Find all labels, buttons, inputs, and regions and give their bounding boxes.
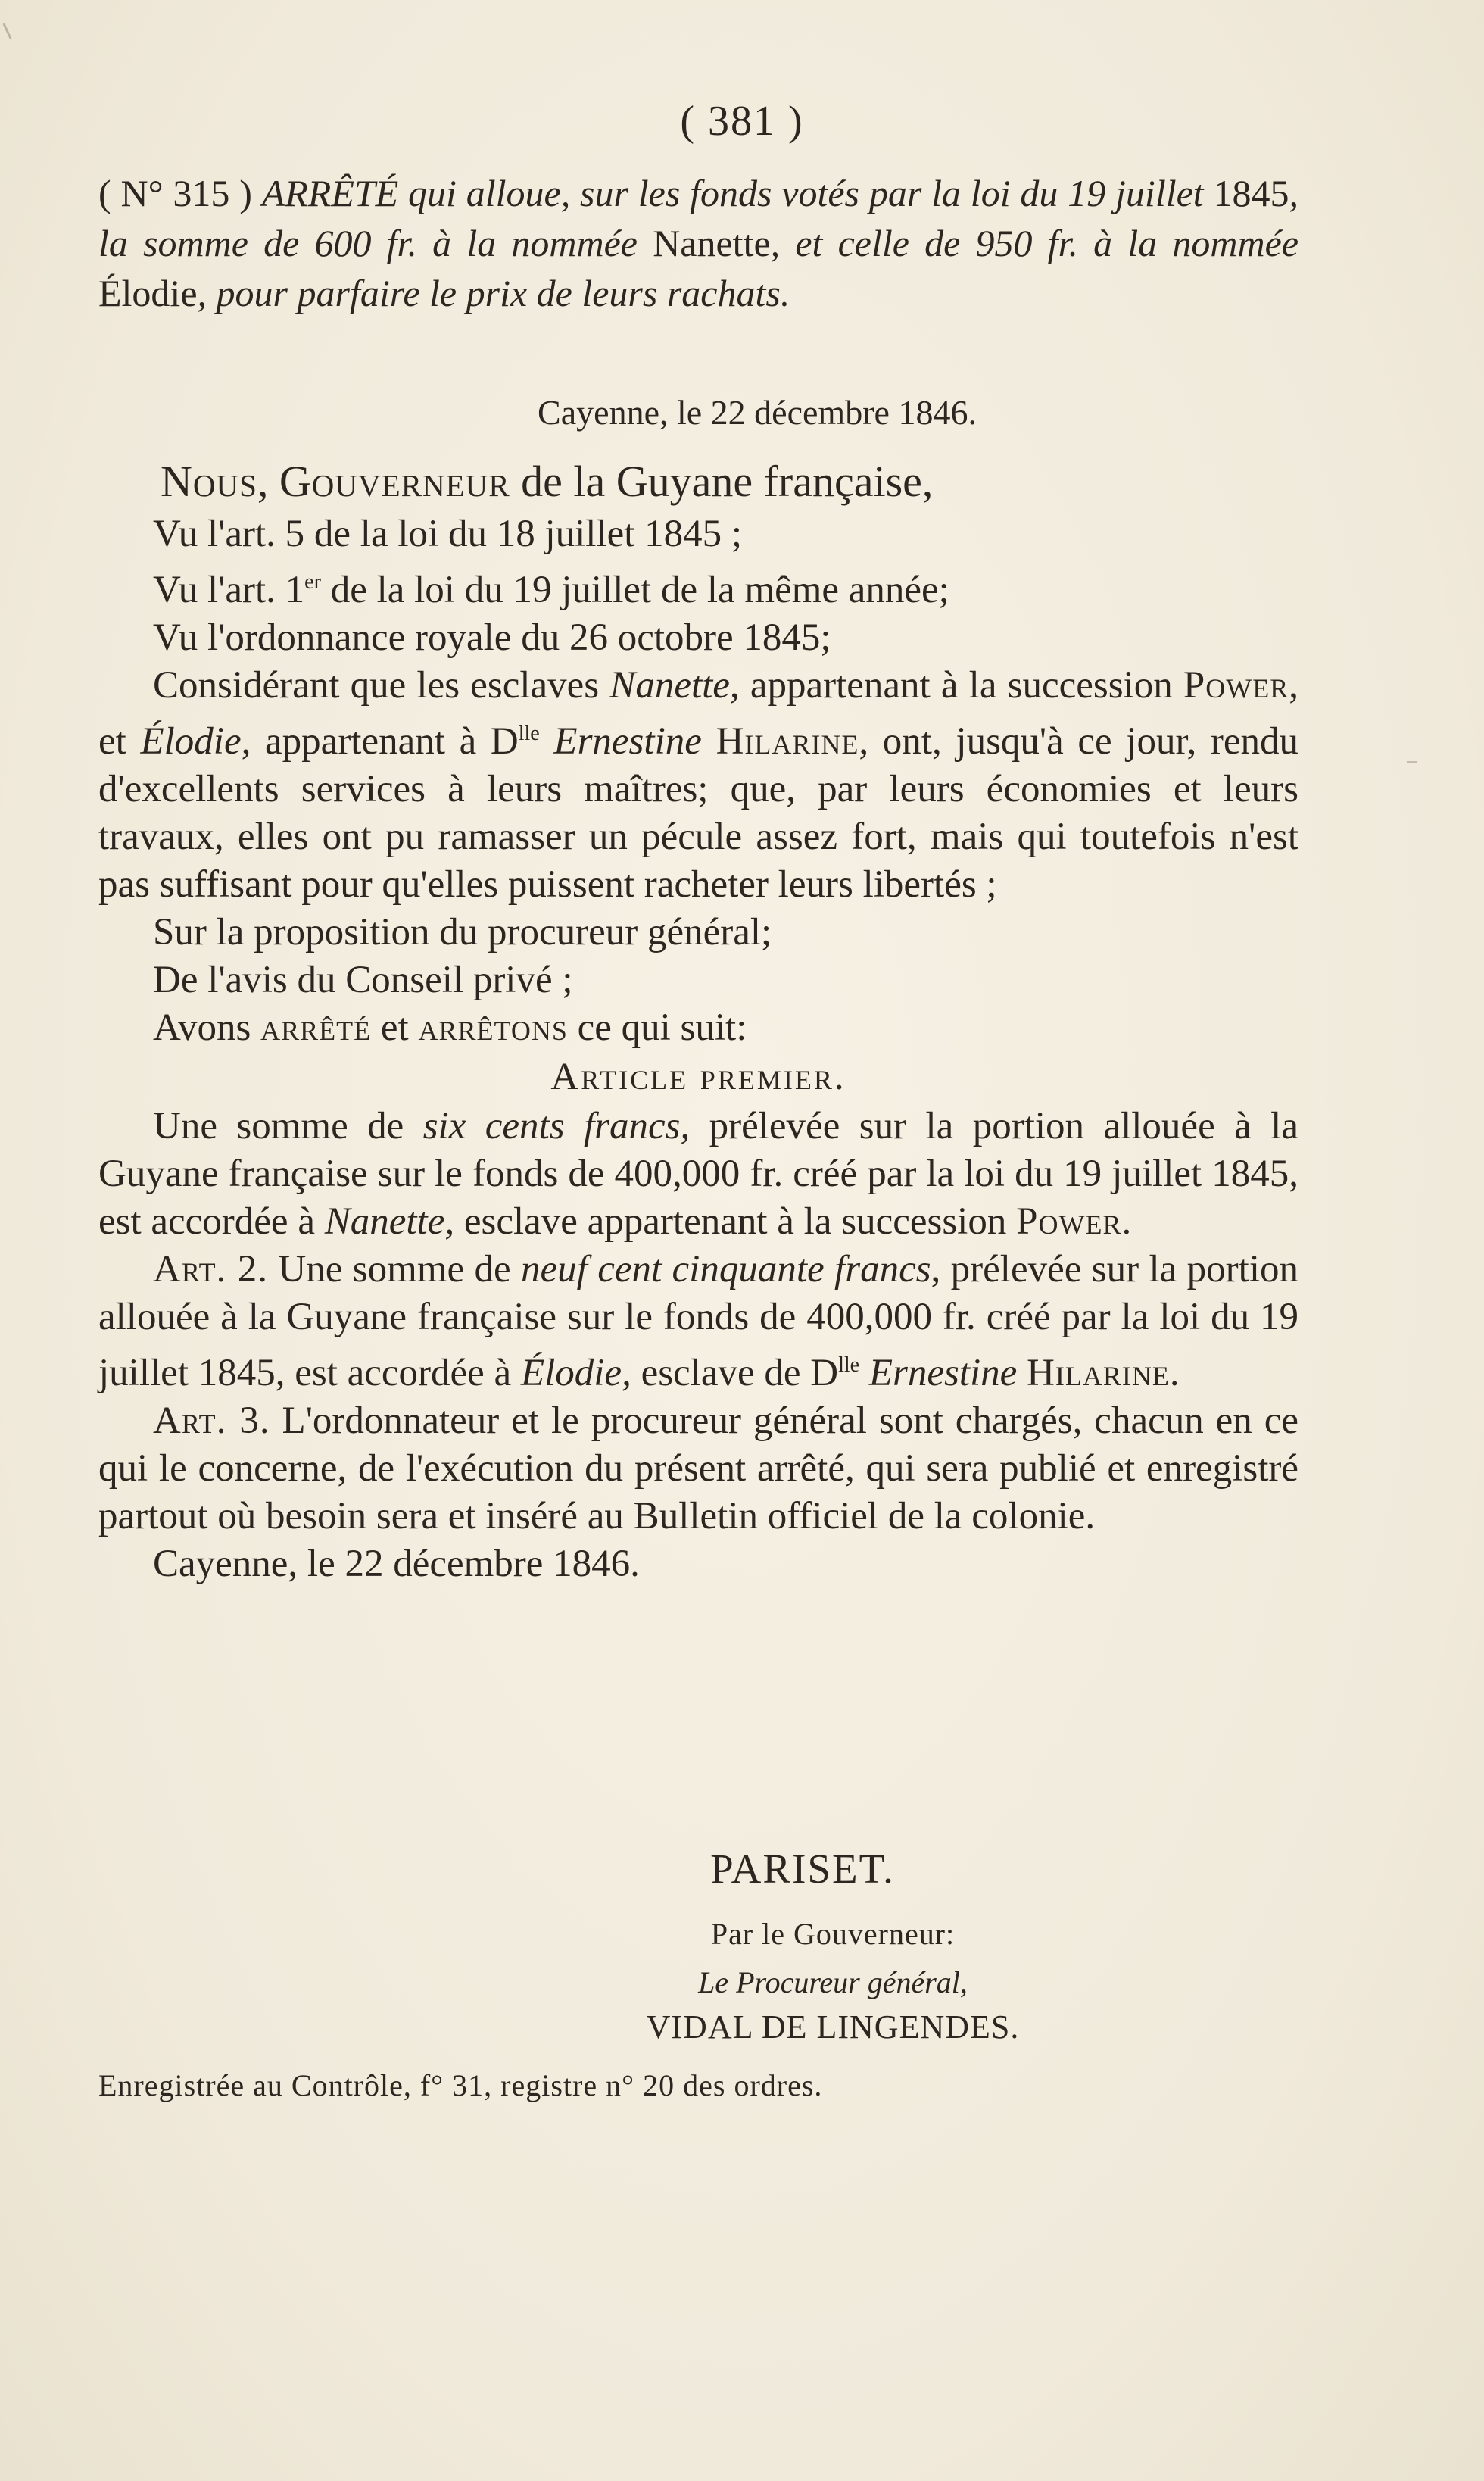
vu-line-3: Vu l'ordonnance royale du 26 octobre 1845; xyxy=(153,616,831,659)
avons-text-2: et xyxy=(371,1006,419,1049)
title-name-nanette: Nanette xyxy=(653,222,771,264)
art1-text-a: Une somme de xyxy=(153,1105,423,1147)
title-text-1: ARRÊTÉ qui alloue, sur les fonds votés par la loi du 19 juillet xyxy=(261,172,1204,214)
sur-proposition: Sur la proposition du procureur général; xyxy=(153,911,772,953)
governor-line: Nous, Gouverneur de la Guyane française, xyxy=(161,457,934,506)
art2-ernestine: Ernestine xyxy=(868,1352,1018,1394)
consid-text-5 xyxy=(540,720,554,763)
vu-2-a: Vu l'art. 1 xyxy=(153,569,305,611)
page-number: ( 381 ) xyxy=(680,98,804,145)
consid-power: Power xyxy=(1183,664,1289,707)
art3-label: Art. 3. xyxy=(153,1400,270,1442)
art2-label: Art. 2. xyxy=(153,1248,269,1290)
by-governor: Par le Gouverneur: xyxy=(710,1917,956,1951)
governor-rest: de la Guyane française, xyxy=(521,457,934,506)
art2-text-c: esclave de D xyxy=(631,1352,839,1394)
art2-text-d xyxy=(859,1352,869,1394)
article-3 xyxy=(98,1397,1298,1540)
art2-text-e xyxy=(1017,1352,1027,1394)
decree-title xyxy=(98,168,1298,318)
art2-elodie: Élodie, xyxy=(520,1352,631,1394)
art1-text-b: prélevée sur la portion allouée à la Guyane française sur le fonds de 400,000 fr. créé par la loi du 19 juillet 1845, est accordée à xyxy=(98,1105,1298,1243)
art1-amount: six cents francs, xyxy=(422,1105,691,1147)
vu-line-1: Vu l'art. 5 de la loi du 18 juillet 1845 ; xyxy=(153,513,743,555)
decree-number: ( N° 315 ) xyxy=(98,172,252,214)
art2-amount: neuf cent cinquante francs xyxy=(521,1248,931,1290)
art2-text-f: . xyxy=(1169,1352,1180,1394)
margin-dash xyxy=(1407,761,1417,763)
art2-hilarine: Hilarine xyxy=(1027,1352,1170,1394)
title-text-2: , la somme de 600 fr. à la nommée xyxy=(98,172,1299,264)
registration-note: Enregistrée au Contrôle, f° 31, registre n° 20 des ordres. xyxy=(98,2068,823,2102)
nous-word: Nous xyxy=(161,457,257,506)
avons-line xyxy=(98,1004,1298,1052)
consid-text-7: , ont, jusqu'à ce jour, rendu d'excellents services à leurs maîtres; que, par leurs économies et leurs travaux, elles ont pu ramasser un pécule assez fort, mais qui toutefois n'est pas suffisant pour qu'elles puissent racheter leurs libertés ; xyxy=(98,720,1299,906)
title-year: 1845 xyxy=(1213,172,1289,214)
art2-dlle-sup: lle xyxy=(838,1353,860,1377)
avons-arrete: arrêté xyxy=(260,1006,372,1049)
consid-ernestine: Ernestine xyxy=(553,720,702,763)
art2-text-a: Une somme de xyxy=(268,1248,522,1290)
place-date-top: Cayenne, le 22 décembre 1846. xyxy=(538,393,977,432)
consid-text-3: , et xyxy=(98,664,1298,763)
governor-title: Gouverneur xyxy=(279,457,510,506)
consid-dlle-sup: lle xyxy=(518,722,540,745)
avons-arretons: arrêtons xyxy=(418,1006,568,1049)
consid-text-6 xyxy=(702,720,716,763)
decree-body xyxy=(98,451,1298,1588)
consid-elodie: Élodie xyxy=(140,720,242,763)
consid-text-2: , appartenant à la succession xyxy=(729,664,1183,707)
title-text-3: , et celle de 950 fr. à la nommée xyxy=(770,222,1299,264)
title-text-4: , pour parfaire le prix de leurs rachats. xyxy=(197,272,790,314)
avons-text-1: Avons xyxy=(153,1006,261,1049)
prosecutor-role: Le Procureur général, xyxy=(698,1965,968,1999)
vu-line-2 xyxy=(98,558,1298,614)
considerant-paragraph xyxy=(98,662,1298,909)
article-1 xyxy=(98,1103,1298,1246)
consid-text-4: , appartenant à D xyxy=(241,720,519,763)
de-avis: De l'avis du Conseil privé ; xyxy=(153,959,573,1001)
place-date-bottom: Cayenne, le 22 décembre 1846. xyxy=(153,1543,640,1585)
prosecutor-signature: VIDAL DE LINGENDES. xyxy=(646,2008,1020,2046)
art2-text-b: , prélevée sur la portion allouée à la Guyane française sur le fonds de 400,000 fr. créé par la loi du 19 juillet 1845, est accordée à xyxy=(98,1248,1298,1394)
vu-2-b: de la loi du 19 juillet de la même année; xyxy=(320,569,949,611)
margin-mark xyxy=(2,23,11,39)
art3-text: L'ordonnateur et le procureur général sont chargés, chacun en ce qui le concerne, de l'exécution du présent arrêté, qui sera publié et enregistré partout où besoin sera et inséré au Bulletin officiel de la colonie. xyxy=(98,1400,1298,1537)
art1-power: Power xyxy=(1016,1200,1122,1243)
avons-text-3: ce qui suit: xyxy=(567,1006,747,1049)
consid-hilarine: Hilarine xyxy=(716,720,859,763)
consid-nanette: Nanette xyxy=(610,664,730,707)
title-name-elodie: Élodie xyxy=(98,272,198,314)
art1-text-d: . xyxy=(1121,1200,1132,1243)
article-premier-heading: Article premier. xyxy=(550,1056,846,1098)
article-2 xyxy=(98,1246,1298,1397)
vu-2-sup: er xyxy=(304,570,321,594)
governor-signature: PARISET. xyxy=(710,1846,895,1892)
art1-nanette: Nanette, xyxy=(324,1200,455,1243)
art1-text-c: esclave appartenant à la succession xyxy=(454,1200,1017,1243)
consid-text-1: Considérant que les esclaves xyxy=(153,664,610,707)
